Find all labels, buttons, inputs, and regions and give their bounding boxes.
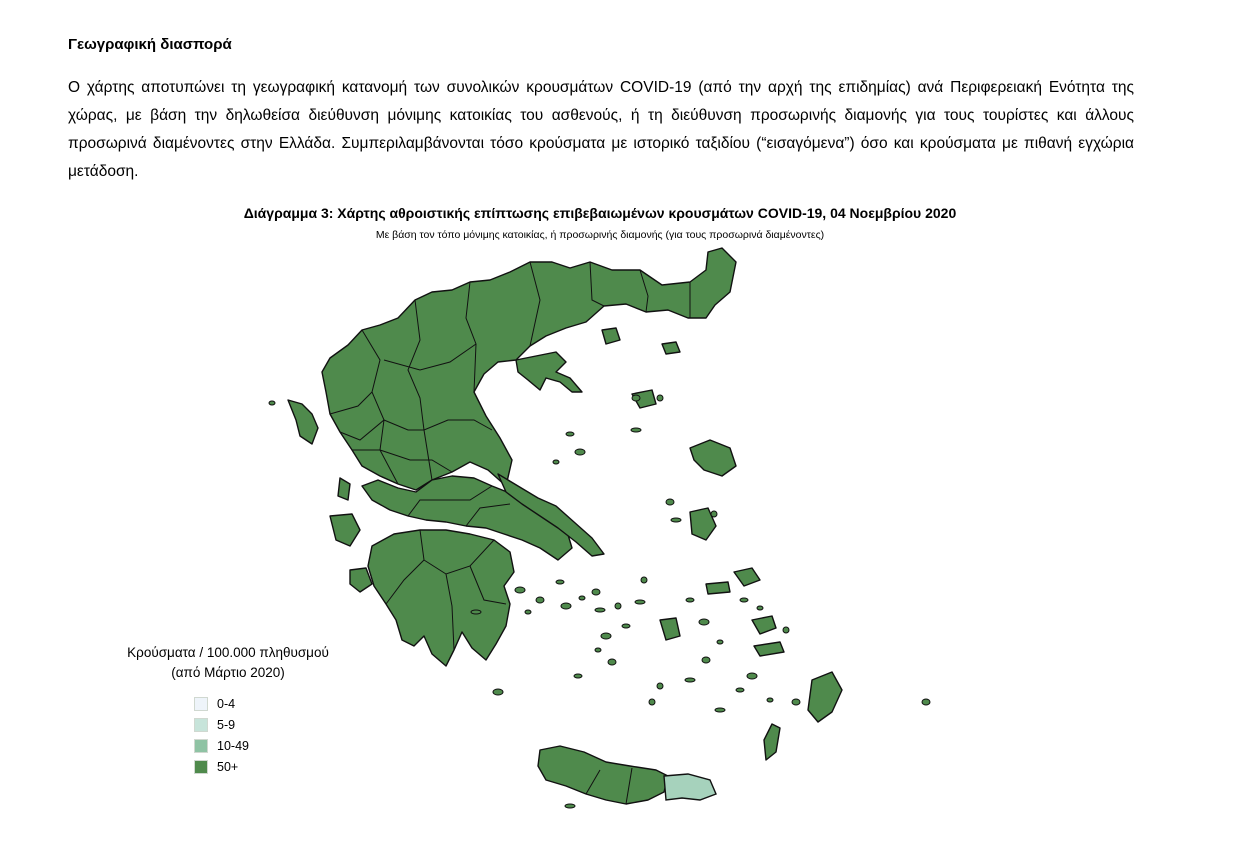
- map-title: Διάγραμμα 3: Χάρτης αθροιστικής επίπτωσης επιβεβαιωμένων κρουσμάτων COVID-19, 04 Νοεμβρίου 2020: [243, 205, 957, 221]
- islet: [717, 640, 723, 644]
- legend-title-line2: (από Μάρτιο 2020): [171, 665, 285, 680]
- islet: [635, 600, 645, 604]
- ikaria-island: [706, 582, 730, 594]
- naxos-island: [660, 618, 680, 640]
- islet: [767, 698, 773, 702]
- islet: [641, 577, 647, 583]
- islet: [471, 610, 481, 614]
- islet: [783, 627, 789, 633]
- legend-label: 10-49: [217, 738, 249, 753]
- legend-swatch: [194, 718, 208, 732]
- legend-label: 50+: [217, 759, 239, 774]
- karpathos-island: [764, 724, 780, 760]
- islet: [601, 633, 611, 639]
- islet: [608, 659, 616, 665]
- legend-item: [194, 756, 376, 777]
- legend-swatch: [194, 760, 208, 774]
- islet: [615, 603, 621, 609]
- zakynthos-island: [350, 568, 372, 592]
- islet: [657, 683, 663, 689]
- islet: [536, 597, 544, 603]
- legend-swatch: [194, 697, 208, 711]
- islet: [736, 688, 744, 692]
- crete-east: [664, 774, 716, 800]
- legend-swatch: [194, 739, 208, 753]
- islet: [711, 511, 717, 517]
- legend-label: 5-9: [217, 717, 236, 732]
- islet: [666, 499, 674, 505]
- rhodes-island: [808, 672, 842, 722]
- islet: [622, 624, 630, 628]
- islet: [556, 580, 564, 584]
- islet: [575, 449, 585, 455]
- corfu-island: [288, 400, 318, 444]
- lefkada-island: [338, 478, 350, 500]
- islet: [579, 596, 585, 600]
- map-legend: [80, 643, 376, 777]
- islet: [685, 678, 695, 682]
- islet: [632, 395, 640, 401]
- legend-item: [194, 714, 376, 735]
- islet: [702, 657, 710, 663]
- islet: [595, 648, 601, 652]
- islet: [525, 610, 531, 614]
- legend-items: [194, 693, 376, 777]
- islet: [565, 804, 575, 808]
- kos-island: [754, 642, 784, 656]
- islet: [740, 598, 748, 602]
- legend-title-line1: Κρούσματα / 100.000 πληθυσμού: [127, 645, 329, 660]
- islet: [671, 518, 681, 522]
- islet: [595, 608, 605, 612]
- crete-west: [538, 746, 668, 804]
- map-subtitle: Με βάση τον τόπο μόνιμης κατοικίας, ή προσωρινής διαμονής (για τους προσωρινά διαμένοντες): [375, 229, 825, 241]
- body-paragraph: Ο χάρτης αποτυπώνει τη γεωγραφική κατανομή των συνολικών κρουσμάτων COVID-19 (από την αρχή της επιδημίας) ανά Περιφερειακή Ενότητα της χώρας, με βάση την δηλωθείσα διεύθυνση μόνιμης κατοικίας του ασθενούς, ή τη διεύθυνση προσωρινής διαμονής για τους τουρίστες και άλλους προσωρινά διαμένοντες στην Ελλάδα. Συμπεριλαμβάνονται τόσο κρούσματα με ιστορικό ταξιδίου (“εισαγόμενα”) όσο και κρούσματα με πιθανή εγχώρια μετάδοση.: [68, 79, 1134, 180]
- islet: [269, 401, 275, 405]
- islet: [699, 619, 709, 625]
- islet: [747, 673, 757, 679]
- islet: [631, 428, 641, 432]
- islet: [649, 699, 655, 705]
- thasos-island: [602, 328, 620, 344]
- kefalonia-island: [330, 514, 360, 546]
- kalymnos-island: [752, 616, 776, 634]
- islet: [493, 689, 503, 695]
- islet: [515, 587, 525, 593]
- islet: [686, 598, 694, 602]
- islet: [561, 603, 571, 609]
- islet: [757, 606, 763, 610]
- samothrace-island: [662, 342, 680, 354]
- legend-item: [194, 693, 376, 714]
- chalkidiki-region: [516, 352, 582, 392]
- islet: [657, 395, 663, 401]
- islet: [566, 432, 574, 436]
- section-title: Γεωγραφική διασπορά: [68, 36, 232, 53]
- islet: [553, 460, 559, 464]
- legend-item: [194, 735, 376, 756]
- legend-label: 0-4: [217, 696, 236, 711]
- islet: [792, 699, 800, 705]
- islet: [715, 708, 725, 712]
- islet: [922, 699, 930, 705]
- samos-island: [734, 568, 760, 586]
- islet: [592, 589, 600, 595]
- islet: [574, 674, 582, 678]
- lesvos-island: [690, 440, 736, 476]
